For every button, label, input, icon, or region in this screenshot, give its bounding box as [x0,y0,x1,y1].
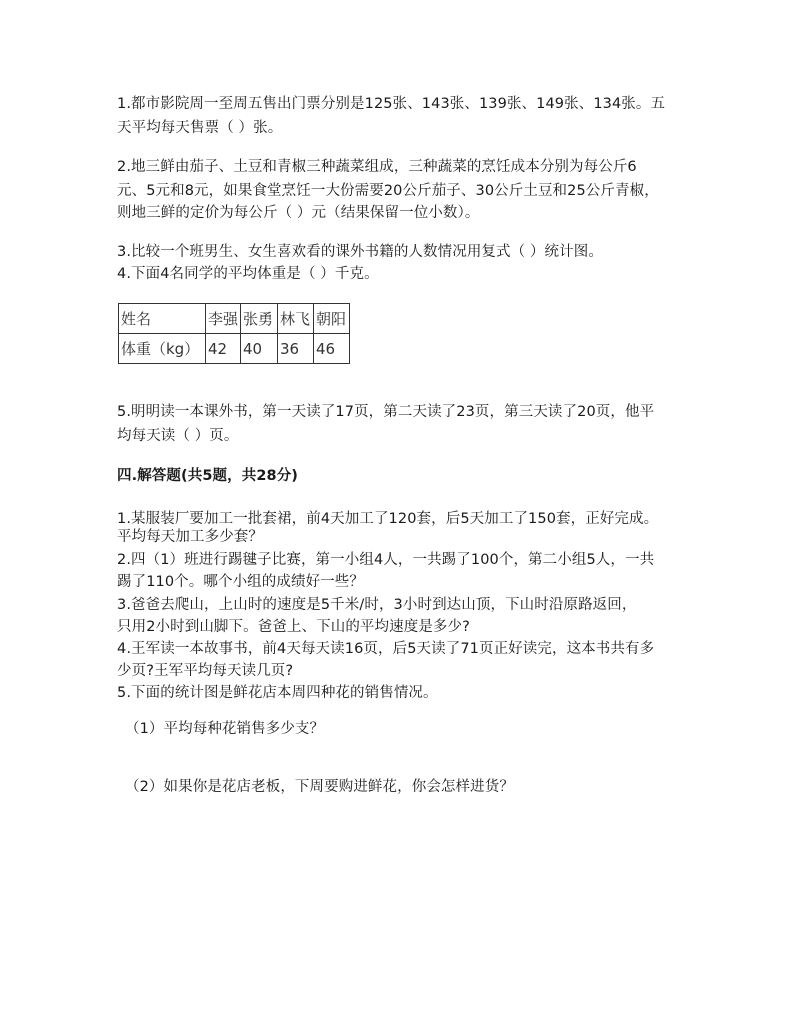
answer-question-4-line-2: 少页?王军平均每天读几页? [117,663,294,679]
answer-question-3-line-1: 3.爸爸去爬山，上山时的速度是5千米/时，3小时到达山顶，下山时沿原路返回， [117,597,637,613]
answer-question-5-sub-2: （2）如果你是花店老板，下周要购进鲜花，你会怎样进货？ [125,779,514,795]
table-cell: 李强 [206,304,241,334]
question-4-line-1: 4.下面4名同学的平均体重是（ ）千克。 [117,266,379,282]
answer-question-4-line-1: 4.王军读一本故事书，前4天每天读16页，后5天读了71页正好读完，这本书共有多 [117,641,655,657]
table-cell: 36 [278,334,314,364]
question-2-line-1: 2.地三鲜由茄子、土豆和青椒三种蔬菜组成，三种蔬菜的烹饪成本分别为每公斤6 [117,159,637,175]
answer-question-2-line-2: 踢了110个。哪个小组的成绩好一些？ [117,574,364,590]
table-row [119,334,350,364]
question-1-line-1: 1.都市影院周一至周五售出门票分别是125张、143张、139张、149张、134张。五 [117,96,666,112]
table-cell: 体重（kg） [119,334,206,364]
answer-question-1-line-2: 平均每天加工多少套？ [117,529,263,545]
table-cell: 42 [206,334,241,364]
question-5-line-1: 5.明明读一本课外书，第一天读了17页，第二天读了23页，第三天读了20页，他平 [117,404,655,420]
table-cell: 张勇 [241,304,278,334]
answer-question-2-line-1: 2.四（1）班进行踢毽子比赛，第一小组4人，一共踢了100个，第二小组5人，一共 [117,552,655,568]
answer-question-5-sub-1: （1）平均每种花销售多少支？ [125,721,325,737]
table-cell: 40 [241,334,278,364]
table-cell: 林飞 [278,304,314,334]
question-1-line-2: 天平均每天售票（ ）张。 [117,120,283,136]
table-cell: 46 [314,334,350,364]
answer-question-3-line-2: 只用2小时到山脚下。爸爸上、下山的平均速度是多少? [117,619,470,635]
question-2-line-2: 元、5元和8元，如果食堂烹饪一大份需要20公斤茄子、30公斤土豆和25公斤青椒， [117,183,659,199]
table-row [119,304,350,334]
question-3-line-1: 3.比较一个班男生、女生喜欢看的课外书籍的人数情况用复式（ ）统计图。 [117,244,603,260]
table-cell: 姓名 [119,304,206,334]
answer-question-1-line-1: 1.某服装厂要加工一批套裙，前4天加工了120套，后5天加工了150套，正好完成。 [117,511,659,527]
weight-table [118,303,350,364]
answer-question-5-line-1: 5.下面的统计图是鲜花店本周四种花的销售情况。 [117,685,438,701]
question-5-line-2: 均每天读（ ）页。 [117,428,239,444]
question-2-line-3: 则地三鲜的定价为每公斤（ ）元（结果保留一位小数）。 [117,205,480,221]
table-cell: 朝阳 [314,304,350,334]
section-title: 四.解答题(共5题，共28分) [117,468,299,484]
